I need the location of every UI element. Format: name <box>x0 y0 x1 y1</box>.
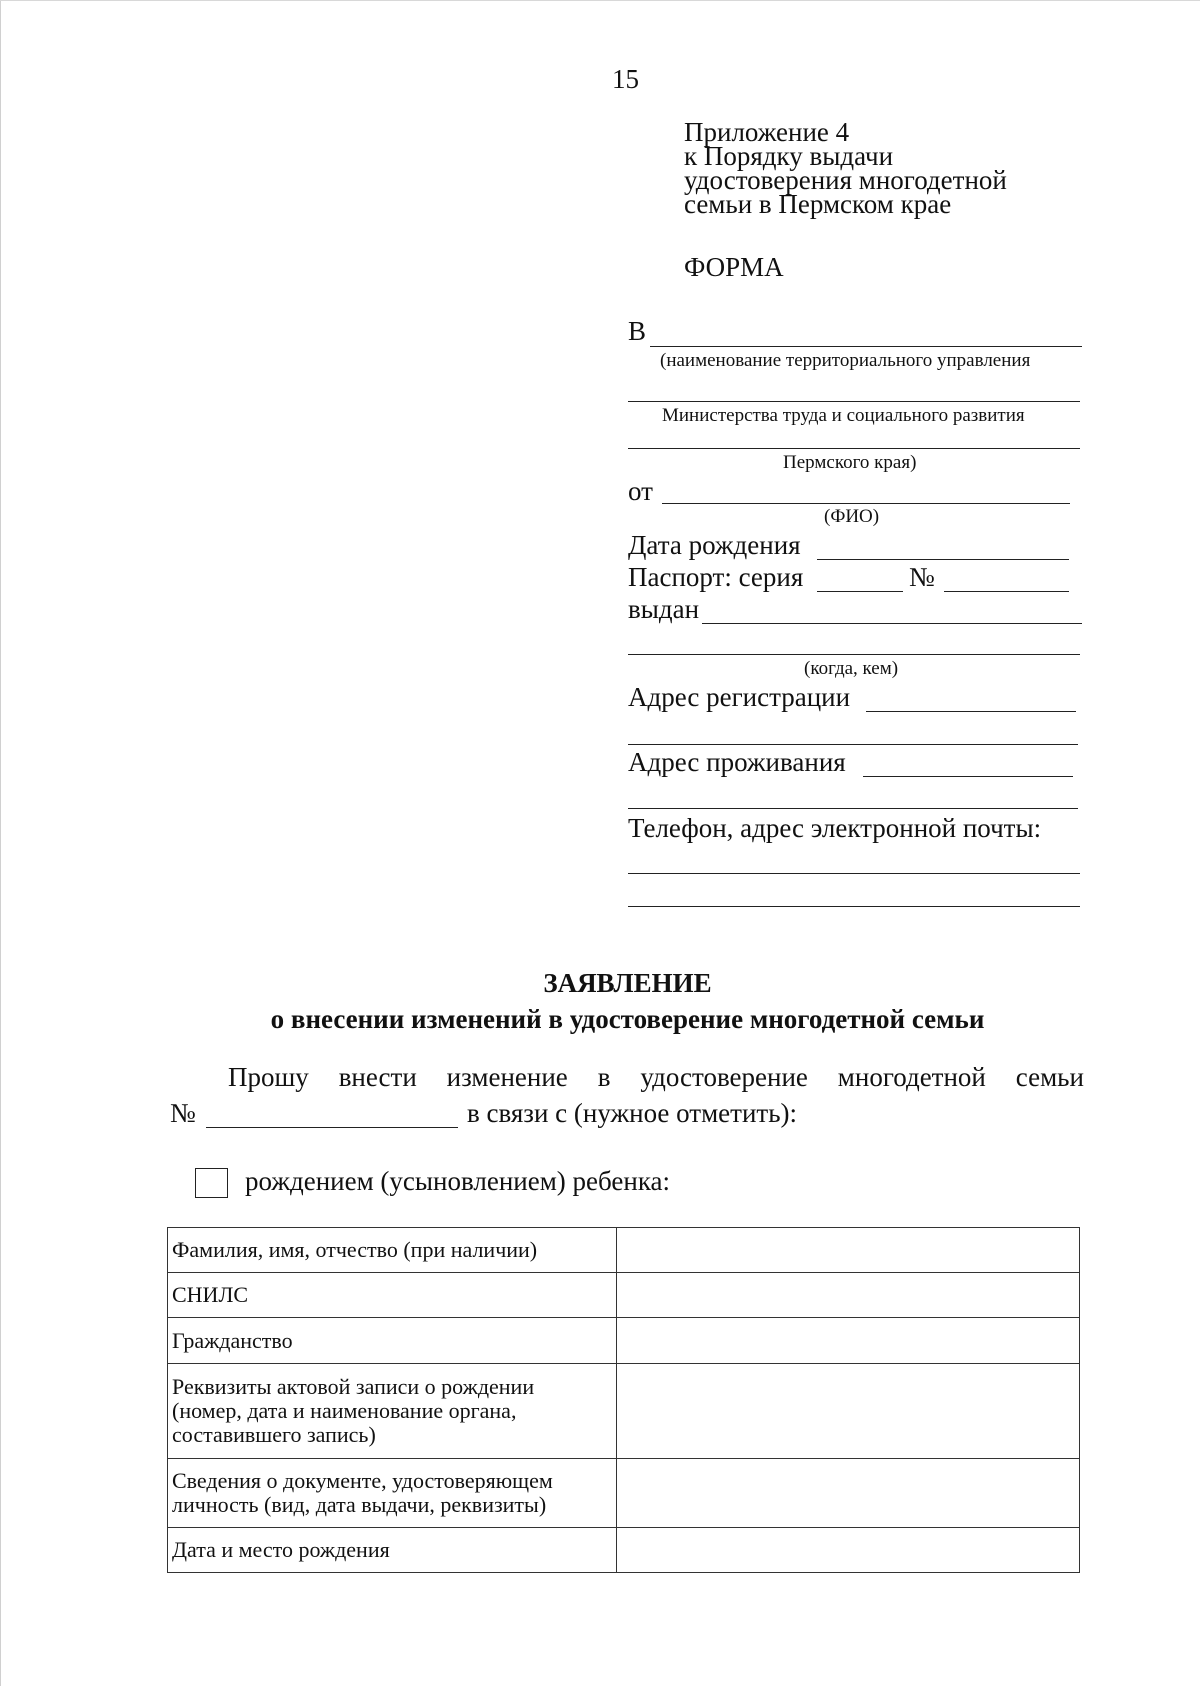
table-row-value[interactable] <box>617 1318 1080 1364</box>
appendix-line: к Порядку выдачи <box>684 141 894 171</box>
birth-option-checkbox[interactable] <box>195 1168 228 1198</box>
contact-field-line[interactable] <box>628 873 1080 874</box>
contact-field-line-2[interactable] <box>628 906 1080 907</box>
birth-option-label: рождением (усыновлением) ребенка: <box>245 1166 671 1196</box>
certificate-number-field-line[interactable] <box>206 1127 458 1128</box>
live-address-field-line[interactable] <box>863 776 1073 777</box>
fio-field-line[interactable] <box>662 503 1070 504</box>
birth-date-field-line[interactable] <box>817 559 1069 560</box>
passport-number-field-line[interactable] <box>944 591 1069 592</box>
request-word: изменение <box>446 1062 568 1092</box>
table-row-label: Фамилия, имя, отчество (при наличии) <box>168 1228 617 1273</box>
passport-series-field-line[interactable] <box>817 591 903 592</box>
child-info-table <box>167 1227 1080 1573</box>
statement-subtitle: о внесении изменений в удостоверение многодетной семьи <box>270 1004 985 1034</box>
table-row-label: Дата и место рождения <box>168 1528 617 1573</box>
certificate-number-sign: № <box>170 1098 196 1128</box>
page-edge-top <box>0 0 1200 1</box>
to-prefix: В <box>628 316 647 346</box>
appendix-line: Приложение 4 <box>684 117 850 147</box>
addressee-field-line-3[interactable] <box>628 448 1080 449</box>
table-row <box>168 1364 1080 1459</box>
page-number: 15 <box>612 64 639 94</box>
live-address-field-line-2[interactable] <box>628 808 1078 809</box>
request-word: внести <box>338 1062 417 1092</box>
addressee-hint-2: Министерства труда и социального развития <box>662 405 1025 426</box>
table-row-label: СНИЛС <box>168 1273 617 1318</box>
addressee-field-line[interactable] <box>650 346 1082 347</box>
passport-label: Паспорт: серия <box>628 562 804 592</box>
request-sentence <box>228 1062 1084 1093</box>
request-word: в <box>597 1062 611 1092</box>
page-edge-left <box>0 0 1 1686</box>
table-row-value[interactable] <box>617 1273 1080 1318</box>
request-word: многодетной <box>837 1062 986 1092</box>
birth-date-label: Дата рождения <box>628 530 801 560</box>
reason-text: в связи с (нужное отметить): <box>467 1098 798 1128</box>
addressee-hint-3: Пермского края) <box>783 452 917 473</box>
table-row <box>168 1228 1080 1273</box>
reg-address-field-line-2[interactable] <box>628 744 1078 745</box>
request-word: удостоверение <box>640 1062 808 1092</box>
contact-label: Телефон, адрес электронной почты: <box>628 813 1042 843</box>
table-row-value[interactable] <box>617 1228 1080 1273</box>
reg-address-label: Адрес регистрации <box>628 682 851 712</box>
table-row <box>168 1528 1080 1573</box>
appendix-line: семьи в Пермском крае <box>684 189 952 219</box>
table-row <box>168 1318 1080 1364</box>
table-row-value[interactable] <box>617 1364 1080 1459</box>
appendix-block <box>684 117 1007 219</box>
table-row <box>168 1459 1080 1528</box>
table-row-value[interactable] <box>617 1528 1080 1573</box>
live-address-label: Адрес проживания <box>628 747 846 777</box>
form-label: ФОРМА <box>684 252 784 282</box>
table-row-label: Реквизиты актовой записи о рождении (номер, дата и наименование органа, составившего запись) <box>168 1364 617 1459</box>
fio-hint: (ФИО) <box>824 506 880 527</box>
reg-address-field-line[interactable] <box>866 711 1076 712</box>
request-word: семьи <box>1015 1062 1084 1092</box>
passport-number-sign: № <box>909 562 935 592</box>
issued-hint: (когда, кем) <box>804 658 899 679</box>
issued-label: выдан <box>628 594 700 624</box>
table-row <box>168 1273 1080 1318</box>
from-prefix: от <box>628 476 653 506</box>
table-row-label: Сведения о документе, удостоверяющем личность (вид, дата выдачи, реквизиты) <box>168 1459 617 1528</box>
table-row-value[interactable] <box>617 1459 1080 1528</box>
table-row-label: Гражданство <box>168 1318 617 1364</box>
issued-field-line[interactable] <box>702 623 1082 624</box>
appendix-line: удостоверения многодетной <box>684 165 1007 195</box>
request-word: Прошу <box>228 1062 309 1092</box>
issued-field-line-2[interactable] <box>628 654 1080 655</box>
addressee-hint-1: (наименование территориального управления <box>660 350 1031 371</box>
statement-title: ЗАЯВЛЕНИЕ <box>543 968 712 998</box>
addressee-field-line-2[interactable] <box>628 401 1080 402</box>
